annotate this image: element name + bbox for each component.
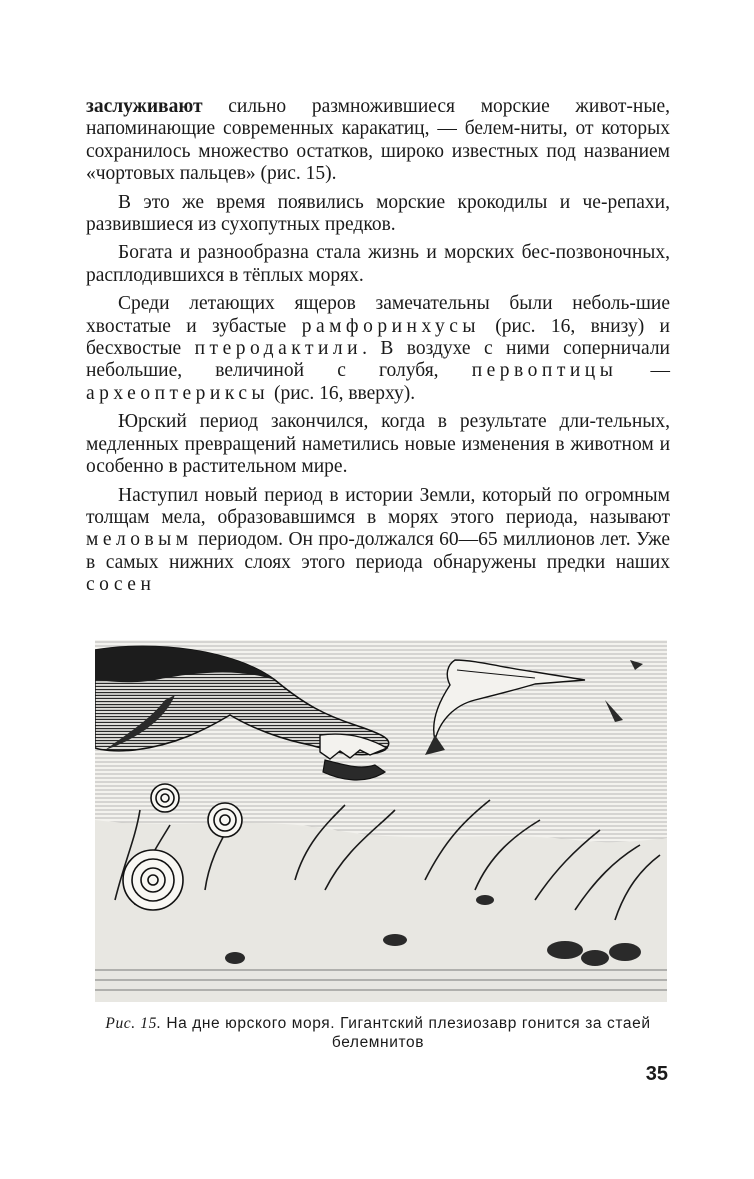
figure-caption bbox=[86, 1014, 670, 1052]
spaced-term: сосен bbox=[86, 574, 156, 596]
text-run: — bbox=[617, 360, 670, 382]
spaced-term: рамфоринхусы bbox=[301, 315, 480, 337]
body-text bbox=[86, 96, 670, 603]
text-run: (рис. 16, вверху). bbox=[269, 382, 416, 404]
paragraph bbox=[86, 485, 670, 597]
paragraph bbox=[86, 192, 670, 237]
sea-floor-engraving bbox=[95, 640, 667, 1002]
spaced-term: птеродактили bbox=[194, 338, 363, 360]
text-run: . В воздухе с ними соперничали небольшие, величиной с голубя, bbox=[86, 338, 670, 382]
paragraph bbox=[86, 411, 670, 478]
text-run: сильно размножившиеся морские живот-ные, напоминающие современных каракатиц, — белем-ниты, от которых сохранилось множество остатков, широко известных под названием «чортовых пальцев» (рис. 15). bbox=[86, 96, 670, 185]
illustration-jurassic-sea bbox=[95, 640, 667, 1002]
spaced-term: первоптицы bbox=[471, 360, 618, 382]
text-run: периодом. Он про-должался 60—65 миллионов лет. Уже в самых нижних слоях этого периода обнаружены предки наших bbox=[86, 529, 670, 573]
text-run: (рис. 16, внизу) и бесхвостые bbox=[86, 315, 670, 360]
caption-label: Рис. 15. bbox=[105, 1015, 162, 1032]
caption-text: На дне юрского моря. Гигантский плезиозавр гонится за стаей белемнитов bbox=[161, 1015, 651, 1051]
page-number: 35 bbox=[645, 1063, 668, 1085]
paragraph bbox=[86, 242, 670, 287]
text-run: Наступил новый период в истории Земли, который по огромным толщам мела, образовавшимся в морях этого периода, называют bbox=[86, 484, 670, 528]
text-run: В это же время появились морские крокодилы и че-репахи, развившиеся из сухопутных предков. bbox=[86, 191, 670, 236]
paragraph bbox=[86, 96, 670, 186]
paragraph bbox=[86, 293, 670, 405]
text-run: Богата и разнообразна стала жизнь и морских бес-позвоночных, расплодившихся в тёплых морях. bbox=[86, 242, 670, 286]
text-run: Среди летающих ящеров замечательны были неболь-шие хвостатые и зубастые bbox=[86, 293, 670, 337]
bold-word: заслуживают bbox=[86, 96, 203, 117]
spaced-term: меловым bbox=[86, 529, 193, 551]
spaced-term: археоптериксы bbox=[86, 382, 270, 404]
text-run: Юрский период закончился, когда в результате дли-тельных, медленных превращений наметились новые изменения в животном и особенно в растительном мире. bbox=[86, 411, 670, 478]
